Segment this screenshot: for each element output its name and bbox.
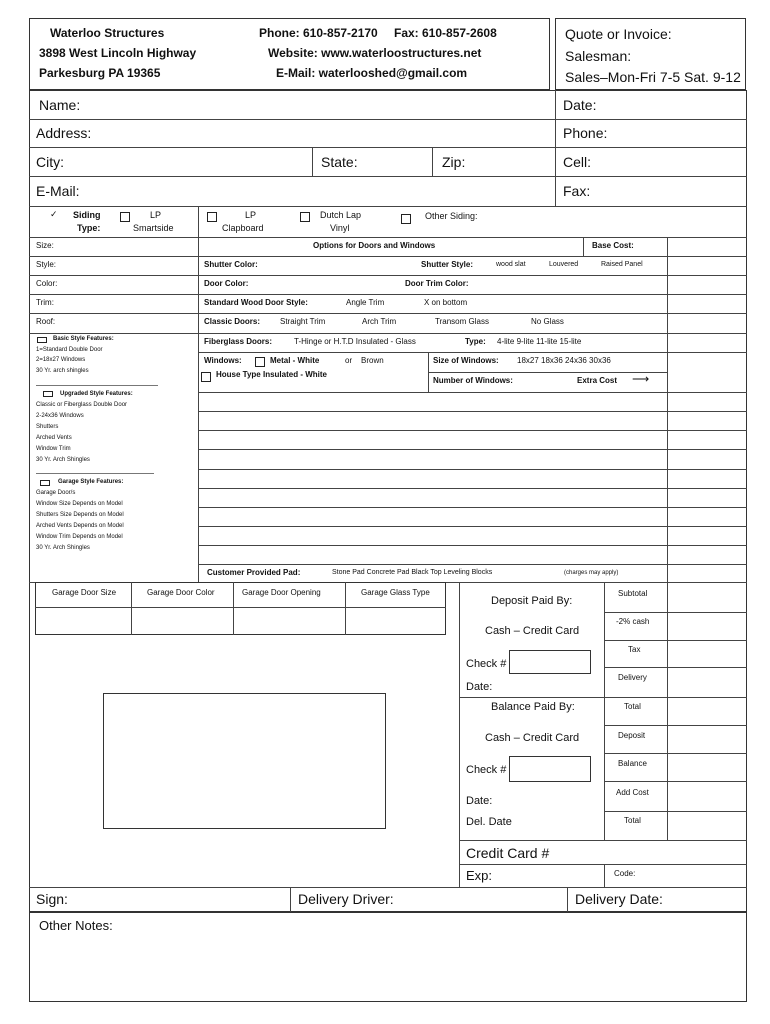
deposit-cash-credit[interactable]: Cash – Credit Card <box>485 625 580 637</box>
windows-brown[interactable]: Brown <box>361 356 384 365</box>
spec-color-field[interactable]: Color: <box>36 279 58 288</box>
garage-feature-2: Window Size Depends on Model <box>36 501 123 507</box>
cash-discount-label: -2% cash <box>616 617 650 626</box>
garage-glass-type-header: Garage Glass Type <box>361 588 430 597</box>
basic-style-title: Basic Style Features: <box>53 336 114 342</box>
customer-pad-label: Customer Provided Pad: <box>207 568 301 577</box>
deposit-check-label: Check # <box>466 658 507 670</box>
standard-wood-door-label: Standard Wood Door Style: <box>204 298 308 307</box>
upgraded-style-title: Upgraded Style Features: <box>60 391 133 397</box>
salesman-label: Salesman: <box>565 48 632 64</box>
company-address-line1: 3898 West Lincoln Highway <box>39 46 197 60</box>
fiberglass-lite-options[interactable]: 4-lite 9-lite 11-lite 15-lite <box>497 337 582 346</box>
company-fax: Fax: 610-857-2608 <box>394 26 497 40</box>
company-email: E-Mail: waterlooshed@gmail.com <box>276 66 468 80</box>
fiberglass-type-label: Type: <box>465 337 486 346</box>
garage-door-color-header: Garage Door Color <box>147 588 215 597</box>
door-option-angle-trim[interactable]: Angle Trim <box>346 298 385 307</box>
deposit-label: Deposit <box>618 731 646 740</box>
deposit-date-label[interactable]: Date: <box>466 681 493 693</box>
door-color-label[interactable]: Door Color: <box>204 279 249 288</box>
siding-dutch-lap-checkbox[interactable] <box>300 212 310 222</box>
customer-cell-field[interactable]: Cell: <box>563 154 592 170</box>
basic-feature-1: 1=Standard Double Door <box>36 347 103 353</box>
credit-card-number-label[interactable]: Credit Card # <box>466 845 550 861</box>
siding-label: Siding <box>73 210 101 220</box>
balance-check-number-input[interactable] <box>509 756 591 782</box>
credit-card-exp-label[interactable]: Exp: <box>466 868 493 883</box>
add-cost-label: Add Cost <box>616 788 649 797</box>
other-notes-label: Other Notes: <box>39 918 113 933</box>
classic-transom-glass[interactable]: Transom Glass <box>435 317 489 326</box>
garage-door-opening-cell[interactable] <box>234 608 345 634</box>
garage-door-opening-header: Garage Door Opening <box>242 588 321 597</box>
balance-paid-by-label: Balance Paid By: <box>491 701 575 713</box>
garage-glass-type-cell[interactable] <box>346 608 445 634</box>
base-cost-label: Base Cost: <box>592 241 634 250</box>
balance-date-label[interactable]: Date: <box>466 795 493 807</box>
upgraded-feature-5: Window Trim <box>36 446 71 452</box>
customer-fax-field[interactable]: Fax: <box>563 183 591 199</box>
total-value-cell[interactable] <box>668 698 746 724</box>
subtotal-label: Subtotal <box>618 589 648 598</box>
customer-address-field[interactable]: Address: <box>36 125 92 141</box>
upgraded-feature-1: Classic or Fiberglass Double Door <box>36 402 128 408</box>
siding-lp-smartside-label-1: LP <box>150 210 162 220</box>
upgraded-feature-3: Shutters <box>36 424 59 430</box>
shutter-style-raised-panel[interactable]: Raised Panel <box>601 261 643 268</box>
total-final-label: Total <box>624 816 641 825</box>
spec-trim-field[interactable]: Trim: <box>36 298 54 307</box>
basic-feature-2: 2=18x27 Windows <box>36 357 86 363</box>
spec-style-field[interactable]: Style: <box>36 260 57 269</box>
classic-no-glass[interactable]: No Glass <box>531 317 564 326</box>
drawing-area[interactable] <box>103 693 386 829</box>
arrow-right-icon: ⟶ <box>632 372 650 386</box>
number-of-windows-label[interactable]: Number of Windows: <box>433 376 513 385</box>
company-address-line2: Parkesburg PA 19365 <box>39 66 161 80</box>
fiberglass-door-options[interactable]: T-Hinge or H.T.D Insulated - Glass <box>294 337 416 346</box>
shutter-style-label: Shutter Style: <box>421 260 474 269</box>
garage-style-title: Garage Style Features: <box>58 479 124 485</box>
company-phone: Phone: 610-857-2170 <box>259 26 378 40</box>
spec-roof-field[interactable]: Roof: <box>36 317 56 326</box>
total-label: Total <box>624 702 641 711</box>
customer-state-field[interactable]: State: <box>321 154 358 170</box>
windows-metal-checkbox[interactable] <box>255 357 265 367</box>
classic-arch-trim[interactable]: Arch Trim <box>362 317 397 326</box>
customer-name-field[interactable]: Name: <box>39 97 81 113</box>
customer-phone-field[interactable]: Phone: <box>563 125 608 141</box>
door-trim-color-label[interactable]: Door Trim Color: <box>405 279 469 288</box>
sales-hours: Sales–Mon-Fri 7-5 Sat. 9-12 <box>565 69 741 85</box>
windows-label: Windows: <box>204 356 242 365</box>
company-website: Website: www.waterloostructures.net <box>268 46 482 60</box>
upgraded-feature-6: 30 Yr. Arch Shingles <box>36 457 90 463</box>
garage-style-checkbox[interactable] <box>40 480 50 486</box>
customer-pad-options[interactable]: Stone Pad Concrete Pad Black Top Leveling Blocks <box>332 569 493 576</box>
balance-cash-credit[interactable]: Cash – Credit Card <box>485 732 580 744</box>
extra-cost-label: Extra Cost <box>577 376 618 385</box>
siding-dutch-lap-label-2: Vinyl <box>330 223 350 233</box>
garage-door-color-cell[interactable] <box>132 608 233 634</box>
siding-checkmark: ✓ <box>50 209 58 219</box>
balance-check-label: Check # <box>466 764 507 776</box>
customer-zip-field[interactable]: Zip: <box>442 154 466 170</box>
siding-lp-clapboard-label-2: Clapboard <box>222 223 264 233</box>
delivery-label: Delivery <box>618 673 647 682</box>
house-type-insulated-label[interactable]: House Type Insulated - White <box>216 370 327 379</box>
deposit-paid-by-label: Deposit Paid By: <box>491 595 573 607</box>
siding-lp-clapboard-checkbox[interactable] <box>207 212 217 222</box>
siding-type-label: Type: <box>77 223 101 233</box>
house-type-checkbox[interactable] <box>201 372 211 382</box>
garage-door-size-cell[interactable] <box>36 608 131 634</box>
sign-field[interactable]: Sign: <box>36 891 68 907</box>
windows-metal-white[interactable]: Metal - White <box>270 356 320 365</box>
siding-lp-clapboard-label-1: LP <box>245 210 257 220</box>
basic-feature-3: 30 Yr. arch shingles <box>36 368 89 374</box>
deposit-check-number-input[interactable] <box>509 650 591 674</box>
credit-card-code-label[interactable]: Code: <box>614 869 636 878</box>
other-notes-box[interactable] <box>29 912 747 1002</box>
shutter-color-label[interactable]: Shutter Color: <box>204 260 258 269</box>
company-name: Waterloo Structures <box>50 26 165 40</box>
shutter-style-louvered[interactable]: Louvered <box>549 261 579 268</box>
customer-date-field[interactable]: Date: <box>563 97 597 113</box>
garage-feature-5: Window Trim Depends on Model <box>36 534 123 540</box>
garage-feature-6: 30 Yr. Arch Shingles <box>36 545 90 551</box>
door-option-x-on-bottom[interactable]: X on bottom <box>424 298 468 307</box>
garage-door-size-header: Garage Door Size <box>52 588 117 597</box>
upgraded-feature-2: 2-24x36 Windows <box>36 413 84 419</box>
windows-or: or <box>345 356 353 365</box>
delivery-date-field[interactable]: Delivery Date: <box>575 891 663 907</box>
basic-style-checkbox[interactable] <box>37 337 47 343</box>
customer-city-field[interactable]: City: <box>36 154 64 170</box>
shutter-style-wood-slat[interactable]: wood slat <box>496 261 526 268</box>
customer-pad-note: (charges may apply) <box>564 570 619 576</box>
fiberglass-doors-label: Fiberglass Doors: <box>204 337 273 346</box>
balance-label: Balance <box>618 759 647 768</box>
spec-size-field[interactable]: Size: <box>36 241 54 250</box>
garage-feature-1: Garage Door/s <box>36 490 76 496</box>
siding-lp-smartside-label-2: Smartside <box>133 223 174 233</box>
garage-feature-4: Arched Vents Depends on Model <box>36 523 124 529</box>
delivery-driver-field[interactable]: Delivery Driver: <box>298 891 394 907</box>
classic-doors-label: Classic Doors: <box>204 317 261 326</box>
window-size-options[interactable]: 18x27 18x36 24x36 30x36 <box>517 356 611 365</box>
siding-lp-smartside-checkbox[interactable] <box>120 212 130 222</box>
siding-dutch-lap-label-1: Dutch Lap <box>320 210 362 220</box>
tax-label: Tax <box>628 645 641 654</box>
siding-other-checkbox[interactable] <box>401 214 411 224</box>
options-heading: Options for Doors and Windows <box>313 241 436 250</box>
upgraded-style-checkbox[interactable] <box>43 391 53 397</box>
siding-other-label: Other Siding: <box>425 211 478 221</box>
garage-feature-3: Shutters Size Depends on Model <box>36 512 124 518</box>
quote-or-invoice-label: Quote or Invoice: <box>565 26 672 42</box>
classic-straight-trim[interactable]: Straight Trim <box>280 317 326 326</box>
delivery-date-short-label[interactable]: Del. Date <box>466 816 512 828</box>
window-size-label: Size of Windows: <box>433 356 499 365</box>
upgraded-feature-4: Arched Vents <box>36 435 72 441</box>
customer-email-field[interactable]: E-Mail: <box>36 183 80 199</box>
subtotal-value-cell[interactable] <box>668 583 746 611</box>
